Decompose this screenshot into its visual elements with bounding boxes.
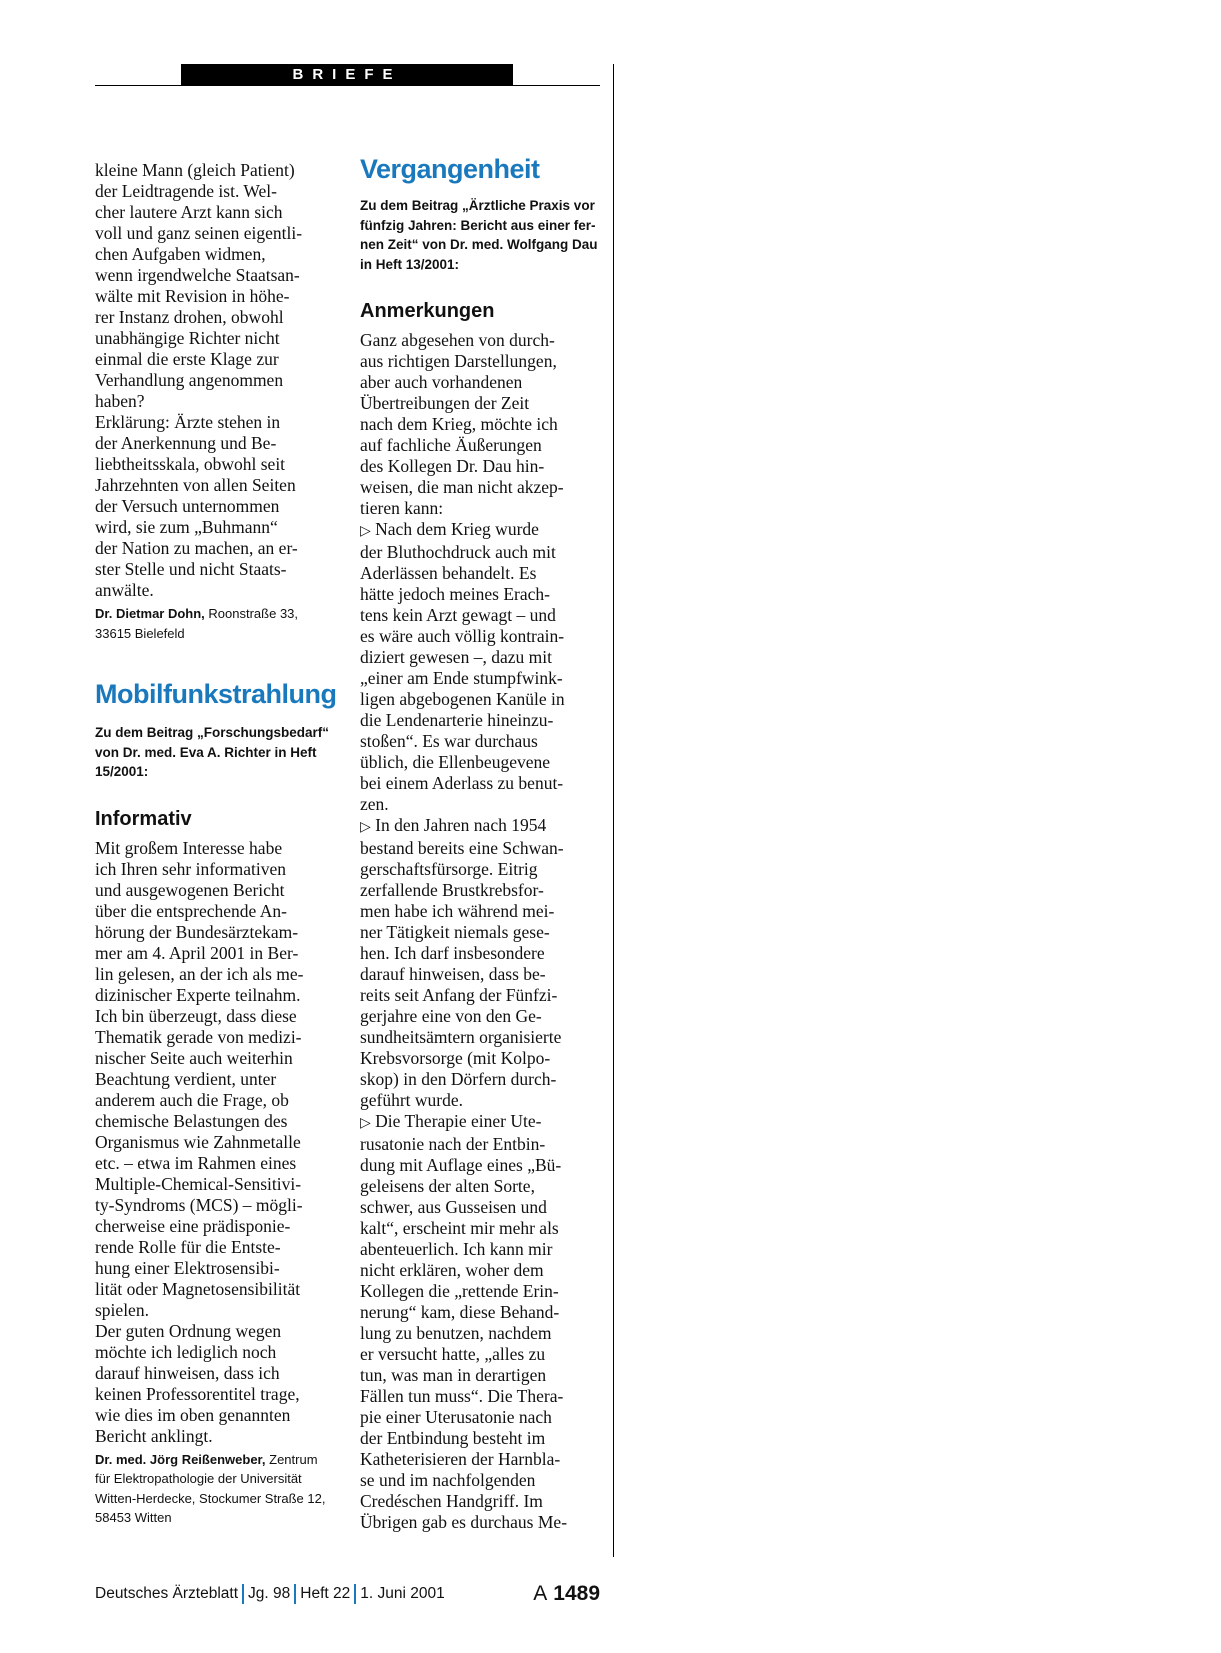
line-text: Kollegen die „rettende Erin- — [360, 1281, 559, 1301]
signature-address: Zentrum — [269, 1451, 318, 1467]
text-line — [360, 605, 605, 626]
text-line — [360, 1512, 605, 1533]
text-line — [95, 286, 340, 307]
text-line — [95, 723, 340, 743]
text-line — [360, 563, 605, 584]
text-line — [360, 626, 605, 647]
line-text: cher lautere Arzt kann sich — [95, 202, 283, 222]
text-line — [95, 762, 340, 782]
line-text: sundheitsämtern organisierte — [360, 1027, 562, 1047]
text-line — [95, 328, 340, 349]
signature-dohn — [95, 604, 340, 643]
line-text: der Versuch unternommen — [95, 496, 280, 516]
text-line — [95, 1027, 340, 1048]
line-text: wenn irgendwelche Staatsan- — [95, 265, 300, 285]
text-line — [360, 255, 605, 275]
text-line — [360, 752, 605, 773]
signature-address: für Elektropathologie der Universität — [95, 1471, 302, 1486]
line-text: des Kollegen Dr. Dau hin- — [360, 456, 545, 476]
text-line — [360, 1069, 605, 1090]
text-line — [360, 1470, 605, 1491]
text-line — [95, 349, 340, 370]
line-text: unabhängige Richter nicht — [95, 328, 280, 348]
line-text: Der guten Ordnung wegen — [95, 1320, 282, 1341]
text-line — [95, 517, 340, 538]
text-line — [360, 943, 605, 964]
line-text: der Entbindung besteht im — [360, 1428, 546, 1448]
text-line — [360, 710, 605, 731]
page-prefix: A — [533, 1582, 548, 1605]
line-text: schwer, aus Gusseisen und — [360, 1197, 547, 1217]
text-line — [360, 414, 605, 435]
text-line — [95, 1195, 340, 1216]
header-rule — [95, 85, 600, 86]
text-line — [360, 330, 605, 351]
line-text: er versucht hatte, „alles zu — [360, 1344, 546, 1364]
text-line — [360, 1302, 605, 1323]
line-text: bei einem Aderlass zu benut- — [360, 773, 564, 793]
text-line — [95, 1090, 340, 1111]
line-text: etc. – etwa im Rahmen eines — [95, 1152, 297, 1173]
line-text: rende Rolle für die Entste- — [95, 1236, 281, 1257]
text-line — [360, 1027, 605, 1048]
text-line — [360, 477, 605, 498]
line-text: ster Stelle und nicht Staats- — [95, 559, 287, 579]
line-text: der Anerkennung und Be- — [95, 433, 277, 453]
text-line — [360, 519, 605, 542]
text-line — [360, 1239, 605, 1260]
text-line — [360, 922, 605, 943]
text-line — [95, 223, 340, 244]
text-line — [95, 880, 340, 901]
line-text: nicht erklären, woher dem — [360, 1260, 544, 1280]
line-text: tens kein Arzt gewagt – und — [360, 605, 556, 625]
line-text: stoßen“. Es war durchaus — [360, 731, 538, 751]
line-text: Übrigen gab es durchaus Me- — [360, 1512, 568, 1532]
line-text: auf fachliche Äußerungen — [360, 435, 542, 455]
text-line — [95, 964, 340, 985]
text-line — [360, 1365, 605, 1386]
line-text: spielen. — [95, 1299, 149, 1320]
bullet-triangle-icon: ▷ — [360, 523, 371, 539]
line-text: über die entsprechende An- — [95, 900, 287, 921]
text-line — [360, 668, 605, 689]
text-line — [95, 265, 340, 286]
text-line — [95, 1405, 340, 1426]
text-line — [95, 160, 340, 181]
line-text: reits seit Anfang der Fünfzi- — [360, 985, 558, 1005]
text-line — [95, 1111, 340, 1132]
signature-name: Dr. Dietmar Dohn, — [95, 606, 205, 621]
line-text: geführt wurde. — [360, 1090, 464, 1110]
text-line — [95, 475, 340, 496]
line-text: ligen abgebogenen Kanüle in — [360, 689, 565, 709]
line-text: gerschaftsfürsorge. Eitrig — [360, 859, 538, 879]
line-text: rer Instanz drohen, obwohl — [95, 307, 284, 327]
text-line — [360, 1197, 605, 1218]
line-text: ty-Syndroms (MCS) – mögli- — [95, 1194, 303, 1215]
line-text: der Nation zu machen, an er- — [95, 538, 298, 558]
letter-continuation — [95, 160, 340, 601]
text-line — [360, 731, 605, 752]
line-text: geleisens der alten Sorte, — [360, 1176, 535, 1196]
line-text: hung einer Elektrosensibi- — [95, 1257, 280, 1278]
line-text: aber auch vorhandenen — [360, 372, 523, 392]
text-line — [360, 1155, 605, 1176]
text-line — [360, 985, 605, 1006]
line-text: wird, sie zum „Buhmann“ — [95, 517, 278, 537]
line-text: Die Therapie einer Ute- — [370, 1111, 542, 1131]
text-line — [95, 202, 340, 223]
left-column — [95, 160, 340, 1528]
line-text: tieren kann: — [360, 498, 444, 518]
text-line — [95, 496, 340, 517]
text-line — [95, 943, 340, 964]
text-line — [360, 1260, 605, 1281]
text-line — [360, 689, 605, 710]
text-line — [360, 1386, 605, 1407]
footer-separator — [354, 1584, 356, 1604]
letter-headline-anmerkungen: Anmerkungen — [360, 300, 495, 322]
line-text: mer am 4. April 2001 in Ber- — [95, 942, 299, 963]
text-line — [95, 1048, 340, 1069]
line-text: Thematik gerade von medizi- — [95, 1026, 302, 1047]
text-line — [360, 1491, 605, 1512]
issue-date: 1. Juni 2001 — [360, 1585, 445, 1602]
page-number-value: 1489 — [553, 1582, 600, 1605]
line-text: Zu dem Beitrag „Forschungsbedarf“ — [95, 725, 330, 740]
text-line — [360, 1407, 605, 1428]
line-text: In den Jahren nach 1954 — [370, 815, 547, 835]
line-text: gerjahre eine von den Ge- — [360, 1006, 542, 1026]
line-text: wie dies im oben genannten — [95, 1404, 291, 1425]
column-rule — [613, 64, 614, 1557]
text-line — [95, 181, 340, 202]
text-line — [95, 244, 340, 265]
journal-name: Deutsches Ärzteblatt — [95, 1585, 239, 1602]
text-line — [95, 1363, 340, 1384]
line-text: dizinischer Experte teilnahm. — [95, 984, 301, 1005]
text-line — [95, 559, 340, 580]
letter-headline-informativ: Informativ — [95, 807, 192, 830]
text-line — [360, 1281, 605, 1302]
line-text: Organismus wie Zahnmetalle — [95, 1131, 301, 1152]
text-line — [95, 859, 340, 880]
issue: Heft 22 — [300, 1585, 351, 1602]
text-line — [360, 196, 605, 216]
text-line — [360, 456, 605, 477]
text-line — [360, 1048, 605, 1069]
text-line — [360, 773, 605, 794]
line-text: und ausgewogenen Bericht — [95, 879, 285, 900]
line-text: möchte ich lediglich noch — [95, 1341, 277, 1362]
text-line — [360, 372, 605, 393]
line-text: hätte jedoch meines Erach- — [360, 584, 550, 604]
text-line — [360, 1218, 605, 1239]
signature-address: Roonstraße 33, — [204, 606, 299, 621]
text-line — [95, 412, 340, 433]
line-text: men habe ich während mei- — [360, 901, 555, 921]
line-text: ich Ihren sehr informativen — [95, 858, 286, 879]
footer-separator — [294, 1584, 296, 1604]
line-text: Erklärung: Ärzte stehen in — [95, 412, 281, 432]
text-line — [360, 235, 605, 255]
signature-address: 58453 Witten — [95, 1510, 172, 1525]
text-line — [95, 1132, 340, 1153]
text-line — [95, 1258, 340, 1279]
text-line — [95, 1342, 340, 1363]
line-text: Katheterisieren der Harnbla- — [360, 1449, 561, 1469]
letter-body-anmerkungen — [360, 330, 605, 1533]
text-line — [360, 1323, 605, 1344]
line-text: Mit großem Interesse habe — [95, 837, 283, 858]
text-line — [95, 580, 340, 601]
text-line — [360, 351, 605, 372]
line-text: Aderlässen behandelt. Es — [360, 563, 537, 583]
line-text: aus richtigen Darstellungen, — [360, 351, 557, 371]
line-text: von Dr. med. Eva A. Richter in Heft — [95, 744, 317, 760]
line-text: lung zu benutzen, nachdem — [360, 1323, 552, 1343]
signature-reissenweber — [95, 1450, 340, 1528]
text-line — [360, 794, 605, 815]
signature-address: Witten-Herdecke, Stockumer Straße 12, — [95, 1490, 326, 1506]
text-line — [360, 901, 605, 922]
volume: Jg. 98 — [248, 1585, 291, 1602]
text-line — [360, 1134, 605, 1155]
text-line — [95, 901, 340, 922]
line-text: Übertreibungen der Zeit — [360, 393, 530, 413]
line-text: Fällen tun muss“. Die Thera- — [360, 1386, 564, 1406]
line-text: tun, was man in derartigen — [360, 1365, 547, 1385]
line-text: Zu dem Beitrag „Ärztliche Praxis vor — [360, 198, 595, 213]
text-line — [360, 498, 605, 519]
text-line — [360, 859, 605, 880]
line-text: „einer am Ende stumpfwink- — [360, 668, 563, 688]
text-line — [95, 1321, 340, 1342]
line-text: chemische Belastungen des — [95, 1110, 288, 1131]
footer-separator — [242, 1584, 244, 1604]
line-text: diziert gewesen –, dazu mit — [360, 647, 552, 667]
text-line — [360, 1428, 605, 1449]
line-text: Ganz abgesehen von durch- — [360, 330, 555, 350]
text-line — [360, 1449, 605, 1470]
text-line — [95, 838, 340, 859]
line-text: Credéschen Handgriff. Im — [360, 1491, 543, 1511]
text-line — [95, 1237, 340, 1258]
line-text: der Bluthochdruck auch mit — [360, 542, 556, 562]
line-text: cherweise eine prädisponie- — [95, 1215, 291, 1236]
text-line — [95, 1384, 340, 1405]
line-text: in Heft 13/2001: — [360, 256, 460, 272]
line-text: abenteuerlich. Ich kann mir — [360, 1239, 553, 1259]
line-text: lität oder Magnetosensibilität — [95, 1278, 301, 1299]
text-line — [360, 1176, 605, 1197]
text-line — [95, 1279, 340, 1300]
signature-name: Dr. med. Jörg Reißenweber, — [95, 1451, 266, 1467]
line-text: darauf hinweisen, dass ich — [95, 1362, 280, 1383]
line-text: der Leidtragende ist. Wel- — [95, 181, 277, 201]
text-line — [360, 1090, 605, 1111]
text-line — [360, 1006, 605, 1027]
section-title-mobilfunkstrahlung: Mobilfunkstrahlung — [95, 679, 337, 709]
line-text: die Lendenarterie hineinzu- — [360, 710, 554, 730]
line-text: ner Tätigkeit niemals gese- — [360, 922, 550, 942]
signature-city: 33615 Bielefeld — [95, 625, 185, 641]
intro-reference — [360, 196, 605, 274]
line-text: se und im nachfolgenden — [360, 1470, 536, 1490]
text-line — [95, 454, 340, 475]
intro-reference — [95, 723, 340, 782]
text-line — [360, 838, 605, 859]
text-line — [95, 1174, 340, 1195]
line-text: anderem auch die Frage, ob — [95, 1089, 289, 1110]
text-line — [95, 1216, 340, 1237]
line-text: kalt“, erscheint mir mehr als — [360, 1218, 559, 1238]
text-line — [360, 1111, 605, 1134]
text-line — [360, 216, 605, 236]
line-text: zerfallende Brustkrebsfor- — [360, 880, 544, 900]
text-line — [360, 964, 605, 985]
text-line — [95, 433, 340, 454]
line-text: Nach dem Krieg wurde — [370, 519, 539, 539]
line-text: chen Aufgaben widmen, — [95, 244, 266, 264]
text-line — [360, 880, 605, 901]
text-line — [360, 435, 605, 456]
line-text: Verhandlung angenommen — [95, 370, 284, 390]
text-line — [95, 538, 340, 559]
line-text: darauf hinweisen, dass be- — [360, 964, 546, 984]
line-text: Krebsvorsorge (mit Kolpo- — [360, 1048, 551, 1068]
text-line — [95, 1426, 340, 1447]
text-line — [95, 391, 340, 412]
line-text: Multiple-Chemical-Sensitivi- — [95, 1173, 302, 1194]
right-column — [360, 152, 605, 1533]
line-text: keinen Professorentitel trage, — [95, 1383, 300, 1404]
text-line — [95, 743, 340, 763]
text-line — [360, 393, 605, 414]
section-label: BRIEFE — [181, 64, 513, 85]
line-text: üblich, die Ellenbeugevene — [360, 752, 550, 772]
text-line — [95, 307, 340, 328]
line-text: hörung der Bundesärztekam- — [95, 921, 299, 942]
text-line — [360, 584, 605, 605]
text-line — [360, 815, 605, 838]
line-text: rusatonie nach der Entbin- — [360, 1134, 546, 1154]
line-text: bestand bereits eine Schwan- — [360, 838, 564, 858]
line-text: Beachtung verdient, unter — [95, 1068, 277, 1089]
line-text: Bericht anklingt. — [95, 1425, 213, 1446]
line-text: dung mit Auflage eines „Bü- — [360, 1155, 562, 1175]
letter-body-informativ — [95, 838, 340, 1447]
line-text: es wäre auch völlig kontrain- — [360, 626, 565, 646]
line-text: 15/2001: — [95, 764, 149, 779]
line-text: skop) in den Dörfern durch- — [360, 1069, 557, 1089]
line-text: fünfzig Jahren: Bericht aus einer fer- — [360, 217, 596, 233]
line-text: Ich bin überzeugt, dass diese — [95, 1005, 297, 1026]
line-text: voll und ganz seinen eigentli- — [95, 223, 303, 243]
text-line — [360, 647, 605, 668]
text-line — [95, 1006, 340, 1027]
section-title-vergangenheit: Vergangenheit — [360, 154, 540, 184]
text-line — [95, 1069, 340, 1090]
line-text: anwälte. — [95, 580, 154, 600]
line-text: wälte mit Revision in höhe- — [95, 286, 290, 306]
line-text: nach dem Krieg, möchte ich — [360, 414, 558, 434]
text-line — [360, 1344, 605, 1365]
line-text: einmal die erste Klage zur — [95, 349, 279, 369]
line-text: Jahrzehnten von allen Seiten — [95, 475, 296, 495]
line-text: pie einer Uterusatonie nach — [360, 1407, 552, 1427]
line-text: liebtheitsskala, obwohl seit — [95, 454, 286, 474]
text-line — [95, 370, 340, 391]
bullet-triangle-icon: ▷ — [360, 819, 371, 835]
line-text: kleine Mann (gleich Patient) — [95, 160, 295, 180]
line-text: nischer Seite auch weiterhin — [95, 1047, 293, 1068]
page-number — [533, 1582, 600, 1606]
text-line — [95, 922, 340, 943]
line-text: weisen, die man nicht akzep- — [360, 477, 564, 497]
line-text: zen. — [360, 794, 389, 814]
line-text: haben? — [95, 391, 145, 411]
text-line — [95, 985, 340, 1006]
line-text: nerung“ kam, diese Behand- — [360, 1302, 560, 1322]
text-line — [95, 1153, 340, 1174]
text-line — [95, 1300, 340, 1321]
line-text: lin gelesen, an der ich als me- — [95, 963, 304, 984]
page-footer — [95, 1582, 600, 1606]
line-text: hen. Ich darf insbesondere — [360, 943, 545, 963]
line-text: nen Zeit“ von Dr. med. Wolfgang Dau — [360, 237, 598, 252]
text-line — [360, 542, 605, 563]
bullet-triangle-icon: ▷ — [360, 1115, 371, 1131]
